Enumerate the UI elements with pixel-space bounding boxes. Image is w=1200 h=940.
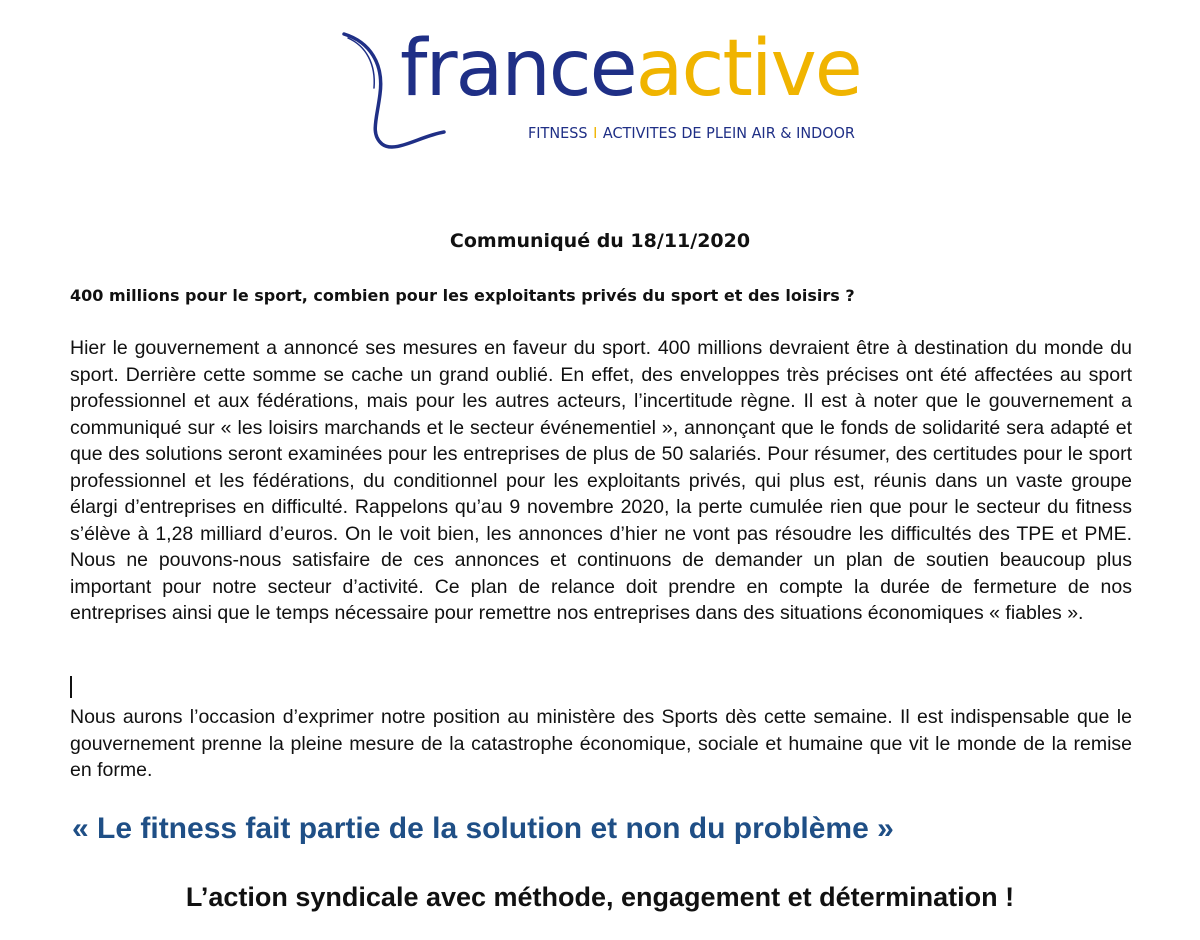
closing-statement: L’action syndicale avec méthode, engagement et détermination !: [185, 882, 1015, 912]
tagline-separator: I: [593, 124, 598, 142]
france-active-logo: [340, 24, 880, 164]
body-paragraph-2: Nous aurons l’occasion d’exprimer notre position au ministère des Sports dès cette semaine. Il est indispensable que le gouvernement prenne la pleine mesure de la catastrophe économique, sociale et humaine que vit le monde de la remise en forme.: [70, 706, 1132, 781]
logo-word-active: active: [635, 24, 861, 114]
logo-word-france: france: [400, 24, 636, 114]
tagline-fitness: FITNESS: [528, 124, 588, 142]
body-paragraph-1: Hier le gouvernement a annoncé ses mesures en faveur du sport. 400 millions devraient être à destination du monde du sport. Derrière cette somme se cache un grand oublié. En effet, des enveloppes très précises ont été affectées au sport professionnel et aux fédérations, mais pour les autres acteurs, l’incertitude règne. Il est à noter que le gouvernement a communiqué sur « les loisirs marchands et le secteur événementiel », annonçant que le fonds de solidarité sera adapté et que des solutions seront examinées pour les entreprises de plus de 50 salariés. Pour résumer, des certitudes pour le sport professionnel et les fédérations, du conditionnel pour les exploitants privés, qui plus est, réunis dans un vaste groupe élargi d’entreprises en difficulté. Rappelons qu’au 9 novembre 2020, la perte cumulée rien que pour le secteur du fitness s’élève à 1,28 milliard d’euros. On le voit bien, les annonces d’hier ne vont pas résoudre les difficultés des TPE et PME. Nous ne pouvons-nous satisfaire de ces annonces et continuons de demander un plan de soutien beaucoup plus important pour notre secteur d’activité. Ce plan de relance doit prendre en compte la durée de fermeture de nos entreprises ainsi que le temps nécessaire pour remettre nos entreprises dans des situations économiques « fiables ».: [70, 337, 1132, 624]
logo-wordmark: [400, 24, 861, 114]
press-release-subtitle: 400 millions pour le sport, combien pour les exploitants privés du sport et des loisirs ?: [70, 286, 855, 305]
date-heading: Communiqué du 18/11/2020: [449, 230, 751, 252]
highlight-quote: « Le fitness fait partie de la solution et non du problème »: [72, 812, 894, 845]
logo-tagline: [528, 124, 855, 142]
tagline-activities: ACTIVITES DE PLEIN AIR & INDOOR: [602, 124, 855, 142]
text-cursor: [70, 676, 72, 698]
